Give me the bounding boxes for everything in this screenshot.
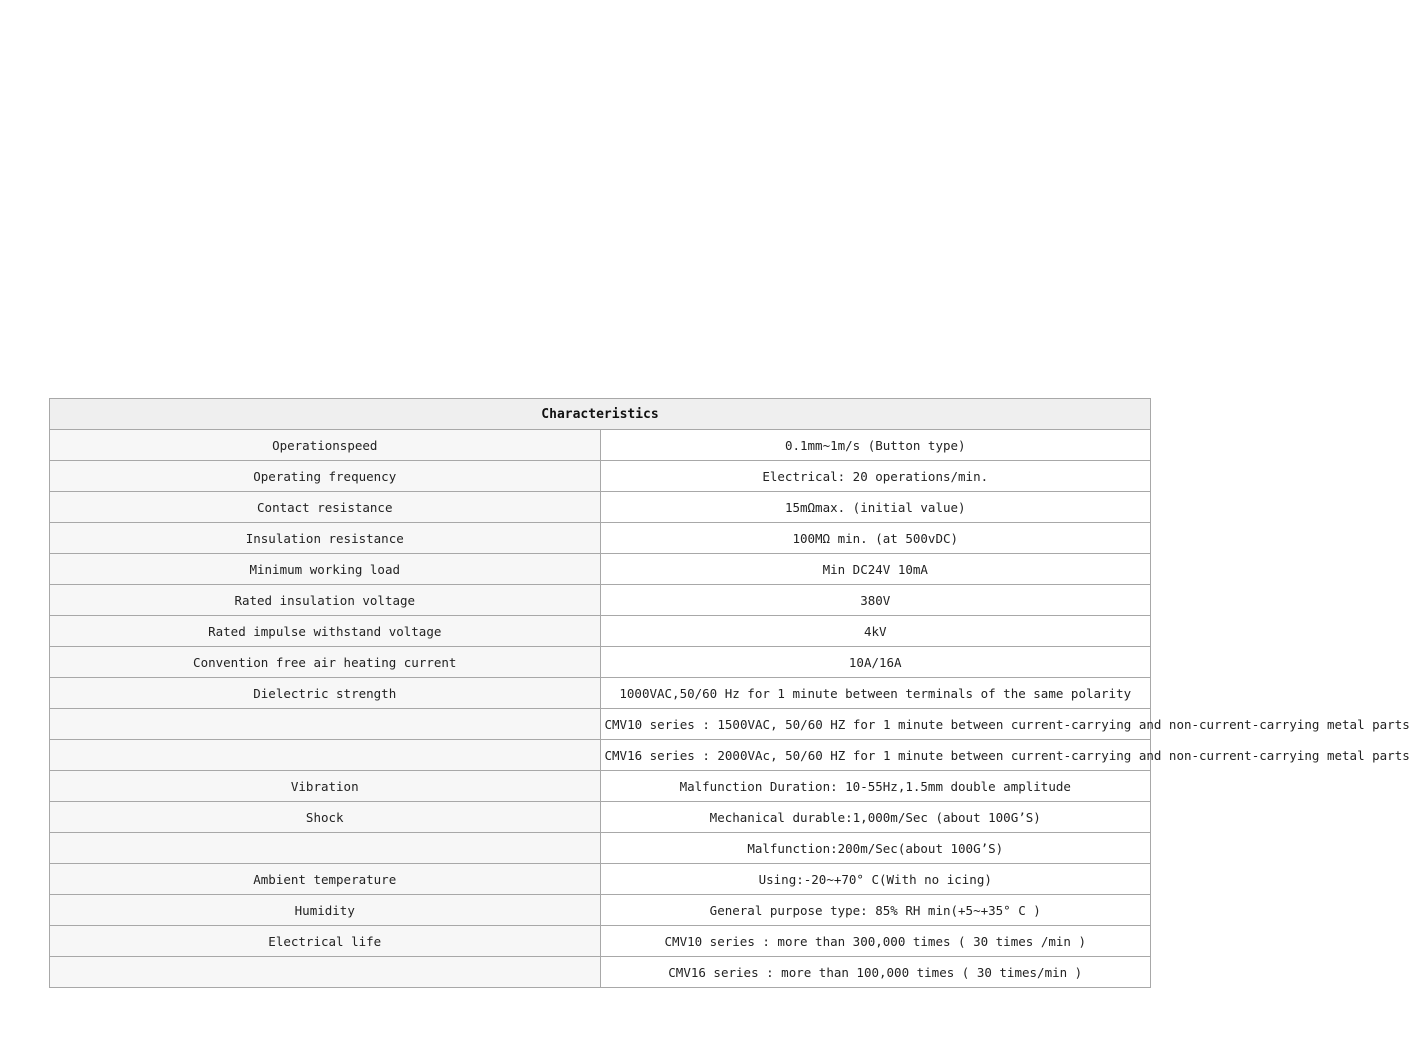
row-label: Insulation resistance — [50, 523, 601, 554]
table-title: Characteristics — [50, 399, 1151, 430]
table-header-row — [50, 399, 1151, 430]
table-row — [50, 740, 1151, 771]
row-value: Malfunction:200m/Sec(about 100G’S) — [600, 833, 1151, 864]
row-value: CMV10 series : 1500VAC, 50/60 HZ for 1 minute between current-carrying and non-current-carrying metal parts — [600, 709, 1151, 740]
table-row — [50, 430, 1151, 461]
table-row — [50, 616, 1151, 647]
row-label: Humidity — [50, 895, 601, 926]
row-label — [50, 833, 601, 864]
row-value: 10A/16A — [600, 647, 1151, 678]
row-value: 380V — [600, 585, 1151, 616]
table-row — [50, 957, 1151, 988]
row-label — [50, 709, 601, 740]
row-label: Operating frequency — [50, 461, 601, 492]
table-row — [50, 523, 1151, 554]
row-value: CMV16 series : 2000VAc, 50/60 HZ for 1 minute between current-carrying and non-current-carrying metal parts — [600, 740, 1151, 771]
row-label: Vibration — [50, 771, 601, 802]
table-row — [50, 709, 1151, 740]
row-label: Dielectric strength — [50, 678, 601, 709]
table-row — [50, 864, 1151, 895]
row-value: CMV10 series : more than 300,000 times ( 30 times /min ) — [600, 926, 1151, 957]
row-label: Rated insulation voltage — [50, 585, 601, 616]
row-label: Operationspeed — [50, 430, 601, 461]
table-row — [50, 771, 1151, 802]
table-row — [50, 461, 1151, 492]
row-value: 4kV — [600, 616, 1151, 647]
row-label: Rated impulse withstand voltage — [50, 616, 601, 647]
row-label — [50, 740, 601, 771]
row-value: Mechanical durable:1,000m/Sec (about 100G’S) — [600, 802, 1151, 833]
table-row — [50, 678, 1151, 709]
table-row — [50, 585, 1151, 616]
row-label — [50, 957, 601, 988]
characteristics-table — [49, 398, 1410, 988]
row-value: CMV16 series : more than 100,000 times ( 30 times/min ) — [600, 957, 1151, 988]
row-label: Ambient temperature — [50, 864, 601, 895]
row-value: Electrical: 20 operations/min. — [600, 461, 1151, 492]
table-row — [50, 554, 1151, 585]
row-value: General purpose type: 85% RH min(+5~+35° C ) — [600, 895, 1151, 926]
row-label: Convention free air heating current — [50, 647, 601, 678]
row-label: Minimum working load — [50, 554, 601, 585]
row-value: Using:-20~+70° C(With no icing) — [600, 864, 1151, 895]
table-row — [50, 492, 1151, 523]
table-row — [50, 647, 1151, 678]
row-value: 15mΩmax. (initial value) — [600, 492, 1151, 523]
row-label: Contact resistance — [50, 492, 601, 523]
table-row — [50, 926, 1151, 957]
row-label: Shock — [50, 802, 601, 833]
row-value: Malfunction Duration: 10-55Hz,1.5mm double amplitude — [600, 771, 1151, 802]
row-value: Min DC24V 10mA — [600, 554, 1151, 585]
table-row — [50, 833, 1151, 864]
row-label: Electrical life — [50, 926, 601, 957]
table-row — [50, 802, 1151, 833]
row-value: 1000VAC,50/60 Hz for 1 minute between terminals of the same polarity — [600, 678, 1151, 709]
row-value: 0.1mm~1m/s (Button type) — [600, 430, 1151, 461]
table-row — [50, 895, 1151, 926]
row-value: 100MΩ min. (at 500vDC) — [600, 523, 1151, 554]
